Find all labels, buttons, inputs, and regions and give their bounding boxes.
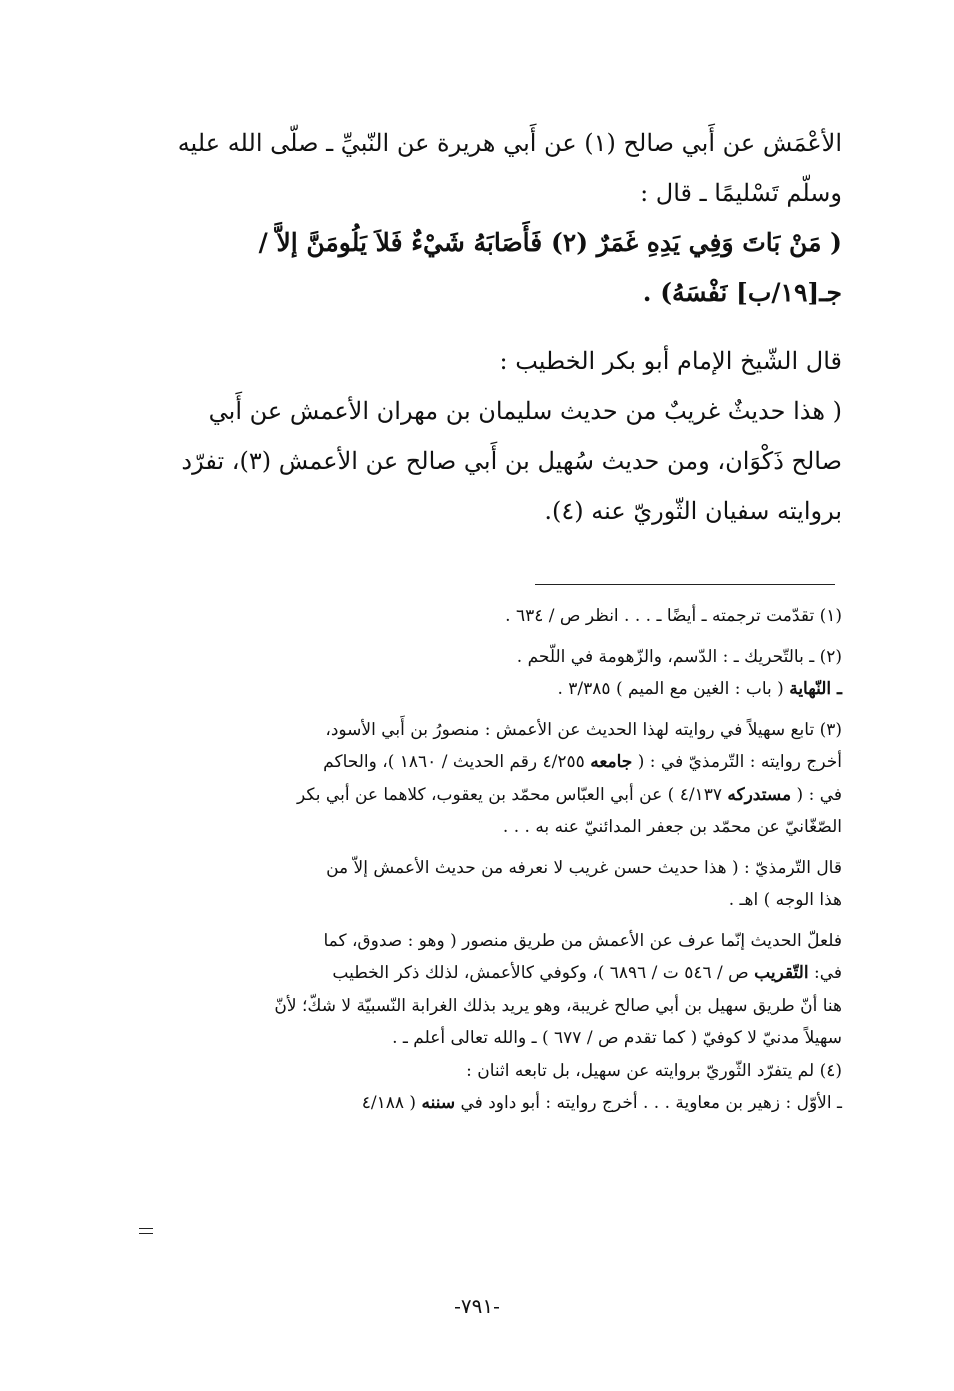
footnote-3-line: أخرج روايته : التّرمذيّ في : ( جامعه ٤/٢٥٥ رقم الحديث / ١٨٦٠ )، والحاكم [323,752,842,772]
footnote-3-line: قال التّرمذيّ : ( هذا حديث حسن غريب لا نعرفه من حديث الأعمش إلاّ من [326,857,842,878]
source-title: مستدركه [727,784,792,805]
source-title: ـ النّهاية [789,679,842,699]
isnad-line: وسلّم تَسْليمًا ـ قال : [640,179,842,207]
continuation-mark [139,1228,153,1234]
footnote-4: (٤) لم يتفرّد الثّوريّ بروايته عن سهيل، بل تابعه اثنان : [466,1060,842,1081]
main-text [130,118,842,536]
footnote-3-line: سهيلاً مدنيّ لا كوفيّ ( كما تقدم ص / ٦٧٧ ) ـ والله تعالى أعلم ـ . [392,1028,842,1048]
page-number: -٧٩١- [454,1294,500,1318]
author-intro: قال الشّيخ الإمام أبو بكر الخطيب : [499,347,842,375]
footnote-1: (١) تقدّمت ترجمته ـ أيضًا ـ . . . انظر ص / ٦٣٤ . [505,606,842,626]
ruling-text: بروايته سفيان الثّوريّ عنه (٤). [544,497,842,525]
footnotes [130,600,842,1120]
source-title: التّقريب [754,963,809,983]
footnote-3: (٣) تابع سهيلاً في روايته لهذا الحديث عن الأعمش : منصورُ بن أَبي الأسود، [325,719,842,740]
footnote-3-line: هنا أنّ طريق سهيل بن أبي صالح غريبة، وهو يريد بذلك الغرابة النّسبيّة لا شكّ؛ لأنّ [274,995,842,1016]
footnote-4-line: ـ الأوّل : زهير بن معاوية . . . أخرج روايته : أبو داود في سننه ( ٤/١٨٨ [361,1093,842,1113]
source-title: جامعه [590,752,633,772]
hadith-text: جـ[١٩/ب] نَفْسَهُ) . [642,278,842,307]
footnote-3-line: هذا الوجه ) اهـ . [728,890,842,910]
isnad-line: الأعْمَش عن أَبي صالح (١) عن أَبي هريرة عن النّبيِّ ـ صلّى الله عليه [177,129,842,157]
hadith-text: ( مَنْ بَاتَ وَفِي يَدِهِ غَمَرٌ (٢) فَأَصَابَهُ شَيْءٌ فَلاَ يَلُومَنَّ إلاَّ / [258,228,842,257]
footnote-3-line: فلعلّ الحديث إنّما عرف عن الأعمش من طريق منصور ( وهو : صدوق، كما [323,930,842,951]
footnote-separator [535,584,835,585]
footnote-2: (٢) ـ بالتّحريك ـ : الدّسم، والزّهومة في اللّحم . [516,646,842,667]
footnote-3-line: في : ( مستدركه ٤/١٣٧ ) عن أبي العبّاس محمّد بن يعقوب، كلاهما عن أبي بكر [297,784,842,805]
footnote-3-line: في: التّقريب ص / ٥٤٦ ت / ٦٨٩٦ )، وكوفي كالأعمش، لذلك ذكر الخطيب [332,963,842,983]
ruling-text: ( هذا حديثٌ غريبٌ من حديث سليمان بن مهران الأعمش عن أَبي [208,397,842,425]
ruling-text: صالح ذَكْوَان، ومن حديث سُهيل بن أَبي صالح عن الأعمش (٣)، تفرّد [181,447,842,475]
footnote-3-line: الصّغّانيّ عن محمّد بن جعفر المدائنيّ عنه به . . . [502,817,842,837]
source-title: سننه [421,1093,456,1113]
footnote-2-source: ـ النّهاية ( باب : الغين مع الميم ) ٣/٣٨٥ . [557,679,842,699]
